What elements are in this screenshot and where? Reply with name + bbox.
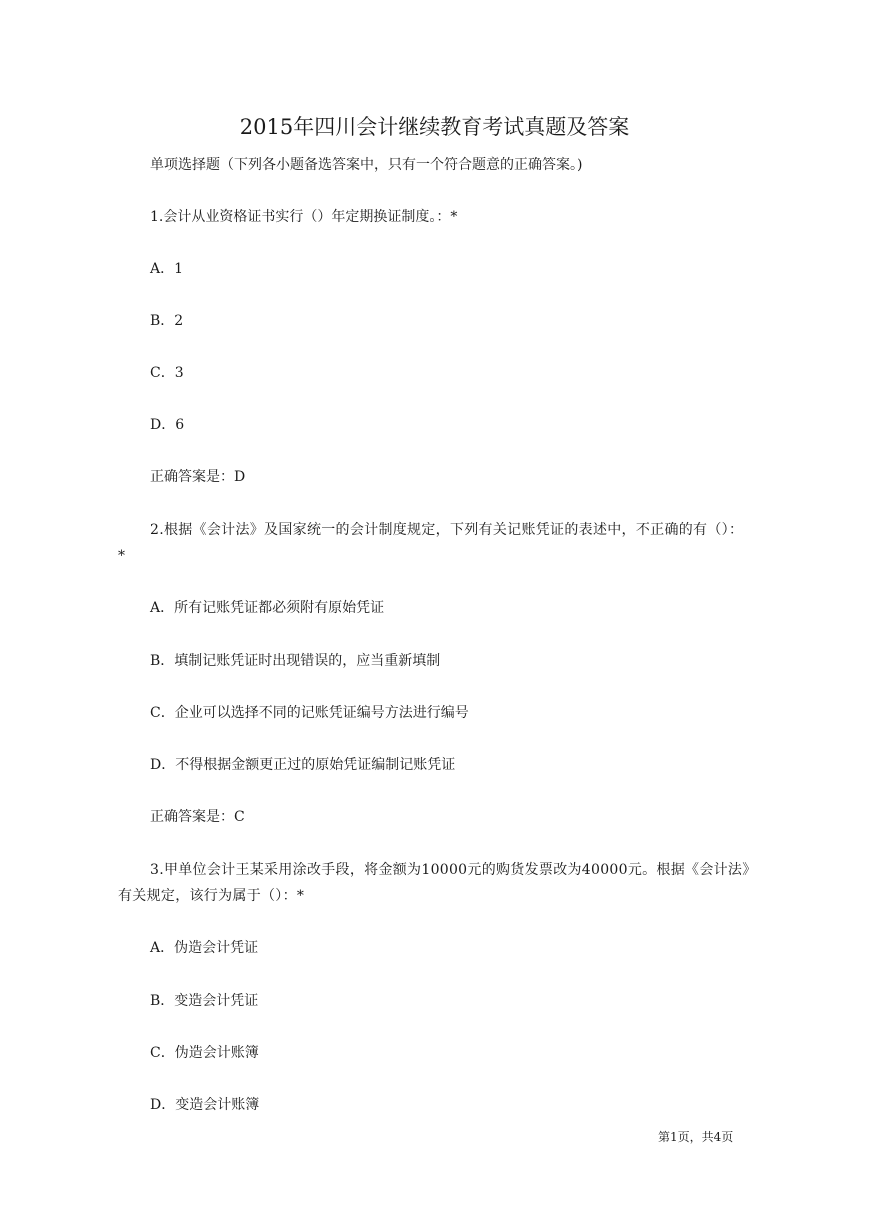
question-1-option-d: D．6 <box>150 417 185 433</box>
question-3-text: 3.甲单位会计王某采用涂改手段，将金额为10000元的购货发票改为40000元。根据《会计法》有关规定，该行为属于（）：* <box>118 862 750 904</box>
question-2-option-a: A．所有记账凭证都必须附有原始凭证 <box>150 600 385 616</box>
page-number-footer: 第1页，共4页 <box>658 1130 734 1144</box>
question-3-option-b: B．变造会计凭证 <box>150 993 259 1009</box>
question-1-option-b: B．2 <box>150 313 184 329</box>
question-2-option-c: C．企业可以选择不同的记账凭证编号方法进行编号 <box>150 705 469 721</box>
question-2-text: 2.根据《会计法》及国家统一的会计制度规定，下列有关记账凭证的表述中，不正确的有（）：* <box>118 522 744 564</box>
question-1-answer: 正确答案是：D <box>150 469 246 485</box>
section-heading: 单项选择题（下列各小题备选答案中，只有一个符合题意的正确答案。) <box>150 157 583 173</box>
question-3-option-c: C．伪造会计账簿 <box>150 1045 259 1061</box>
question-1-text: 1.会计从业资格证书实行（）年定期换证制度。：* <box>150 209 458 225</box>
page-title: 2015年四川会计继续教育考试真题及答案 <box>239 115 630 139</box>
question-3-option-a: A．伪造会计凭证 <box>150 940 259 956</box>
question-2-answer: 正确答案是：C <box>150 809 245 825</box>
question-1-option-a: A．1 <box>150 261 184 277</box>
question-2-option-b: B．填制记账凭证时出现错误的，应当重新填制 <box>150 653 441 669</box>
question-1-option-c: C．3 <box>150 365 184 381</box>
question-2-option-d: D．不得根据金额更正过的原始凭证编制记账凭证 <box>150 757 456 773</box>
question-3-option-d: D．变造会计账簿 <box>150 1097 260 1113</box>
